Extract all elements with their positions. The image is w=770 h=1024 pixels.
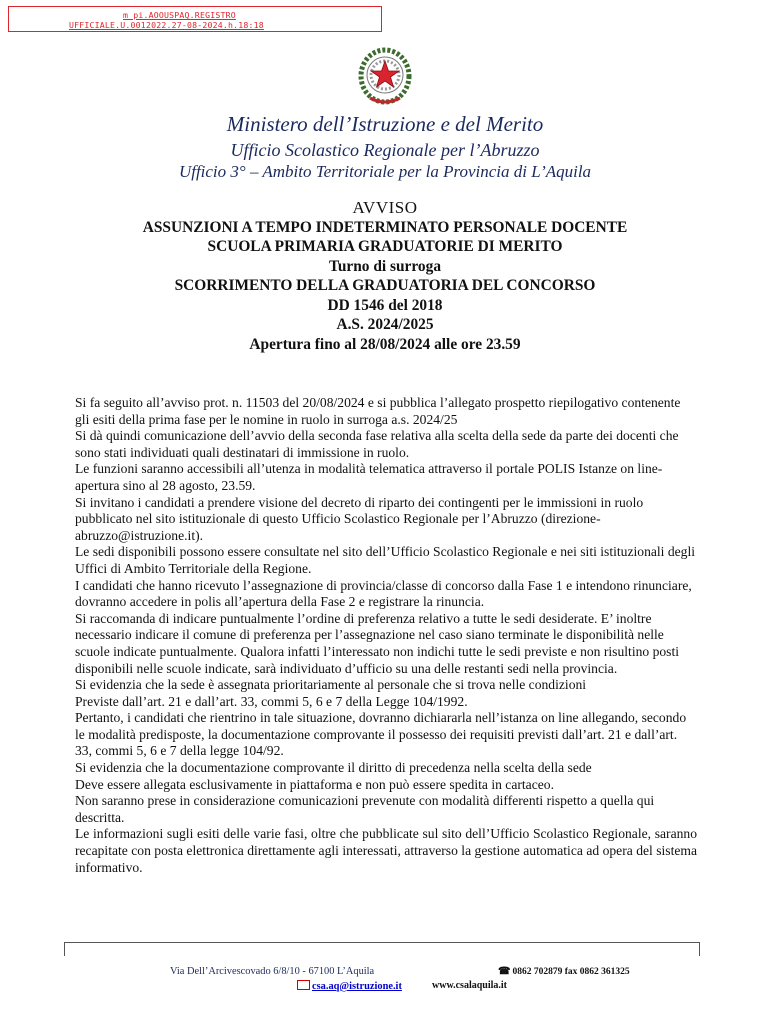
footer-divider [64,942,700,956]
notice-line-4: SCORRIMENTO DELLA GRADUATORIA DEL CONCORSO [174,277,596,294]
body-paragraph-11: Non saranno prese in considerazione comunicazioni prevenute con modalità differenti rispetto a quella qui descritta. [75,793,655,825]
stamp-line-2: UFFICIALE.U.0012022.27-08-2024.h.18:18 [69,20,264,30]
body-paragraph-8a: Si evidenzia che la sede è assegnata prioritariamente al personale che si trova nelle condizioni [75,677,587,693]
body-paragraph-3: Le funzioni saranno accessibili all’utenza in modalità telematica attraverso il portale POLIS Istanze on line- apertura sino al 28 agosto, 23.59. [75,461,663,493]
notice-body [75,395,697,876]
body-paragraph-7: Si raccomanda di indicare puntualmente l’ordine di preferenza relativo a tutte le sedi desiderate. E’ inoltre necessario indicare il comune di preferenza per l’assegnazione nel caso siano terminate le disponibilità nelle scuole indicate puntualmente. Qualora infatti l’interessato non indichi tutte le sedi previste e non risultino posti disponibili nelle scuole indicate, sarà individuato d’ufficio su una delle restanti sedi nella provincia. [75,610,680,676]
notice-line-1: ASSUNZIONI A TEMPO INDETERMINATO PERSONALE DOCENTE [142,218,628,236]
body-paragraph-8b: Previste dall’art. 21 e dall’art. 33, commi 5, 6 e 7 della Legge 104/1992. [75,693,468,709]
footer-address: Via Dell’Arcivescovado 6/8/10 - 67100 L’Aquila [170,966,375,977]
body-paragraph-4: Si invitano i candidati a prendere visione del decreto di riparto dei contingenti per le immissioni in ruolo pubblicato nel sito istituzionale di questo Ufficio Scolastico Regionale per l’Abruzzo (direzione-abruzzo@istruzione.it). [75,494,644,543]
notice-heading [0,198,770,354]
territorial-office-name: Ufficio 3° – Ambito Territoriale per la Provincia di L’Aquila [178,162,592,181]
regional-office-name: Ufficio Scolastico Regionale per l’Abruzzo [230,140,540,160]
footer-phone-text: 0862 702879 fax 0862 361325 [512,967,630,977]
body-paragraph-12: Le informazioni sugli esiti delle varie fasi, oltre che pubblicate sul sito dell’Ufficio Scolastico Regionale, saranno recapitate con posta elettronica direttamente agli interessati, attraverso la gestione automatica ad opera del sistema informativo. [75,826,697,875]
body-paragraph-1: Si fa seguito all’avviso prot. n. 11503 del 20/08/2024 e si pubblica l’allegato prospetto riepilogativo contenente gli esiti della prima fase per le nomine in ruolo in surroga a.s. 2024/25 [75,395,681,427]
footer-email-link[interactable]: csa.aq@istruzione.it [312,981,402,992]
italian-republic-emblem-icon [356,46,414,108]
body-paragraph-9: Pertanto, i candidati che rientrino in tale situazione, dovranno dichiararla nell’istanza on line allegando, secondo le modalità predisposte, la documentazione comprovante il possesso dei requisiti previsti dall’art. 21 e dall’art. 33, commi 5, 6 e 7 della legge 104/92. [75,710,687,759]
notice-line-5: DD 1546 del 2018 [327,296,443,314]
body-paragraph-10a: Si evidenzia che la documentazione comprovante il diritto di precedenza nella scelta della sede [75,760,592,776]
body-paragraph-6: I candidati che hanno ricevuto l’assegnazione di provincia/classe di concorso dalla Fase 1 e intendono rinunciare, dovranno accedere in polis all’apertura della Fase 2 e registrare la rinuncia. [75,577,692,610]
footer-email[interactable] [297,980,402,992]
notice-line-2: SCUOLA PRIMARIA GRADUATORIE DI MERITO [207,238,563,255]
footer-phone [498,966,630,977]
notice-title: AVVISO [352,198,418,217]
notice-line-7: Apertura fino al 28/08/2024 alle ore 23.59 [249,335,521,353]
stamp-line-1: m_pi.AOOUSPAQ.REGISTRO [123,10,236,20]
body-paragraph-5: Le sedi disponibili possono essere consultate nel sito dell’Ufficio Scolastico Regionale e nei siti istituzionali degli Uffici di Ambito Territoriale della Regione. [75,544,696,576]
protocol-stamp [8,6,382,32]
notice-line-3: Turno di surroga [328,257,442,275]
notice-line-6: A.S. 2024/2025 [336,316,434,333]
ministry-name: Ministero dell’Istruzione e del Merito [226,112,544,136]
footer-website[interactable]: www.csalaquila.it [432,980,508,991]
envelope-icon [297,980,310,990]
telephone-icon: ☎ [498,966,511,977]
body-paragraph-2: Si dà quindi comunicazione dell’avvio della seconda fase relativa alla scelta della sede da parte dei docenti che sono stati individuati quali destinatari di immissione in ruolo. [75,428,679,460]
body-paragraph-10b: Deve essere allegata esclusivamente in piattaforma e non può essere spedita in cartaceo. [75,776,554,792]
